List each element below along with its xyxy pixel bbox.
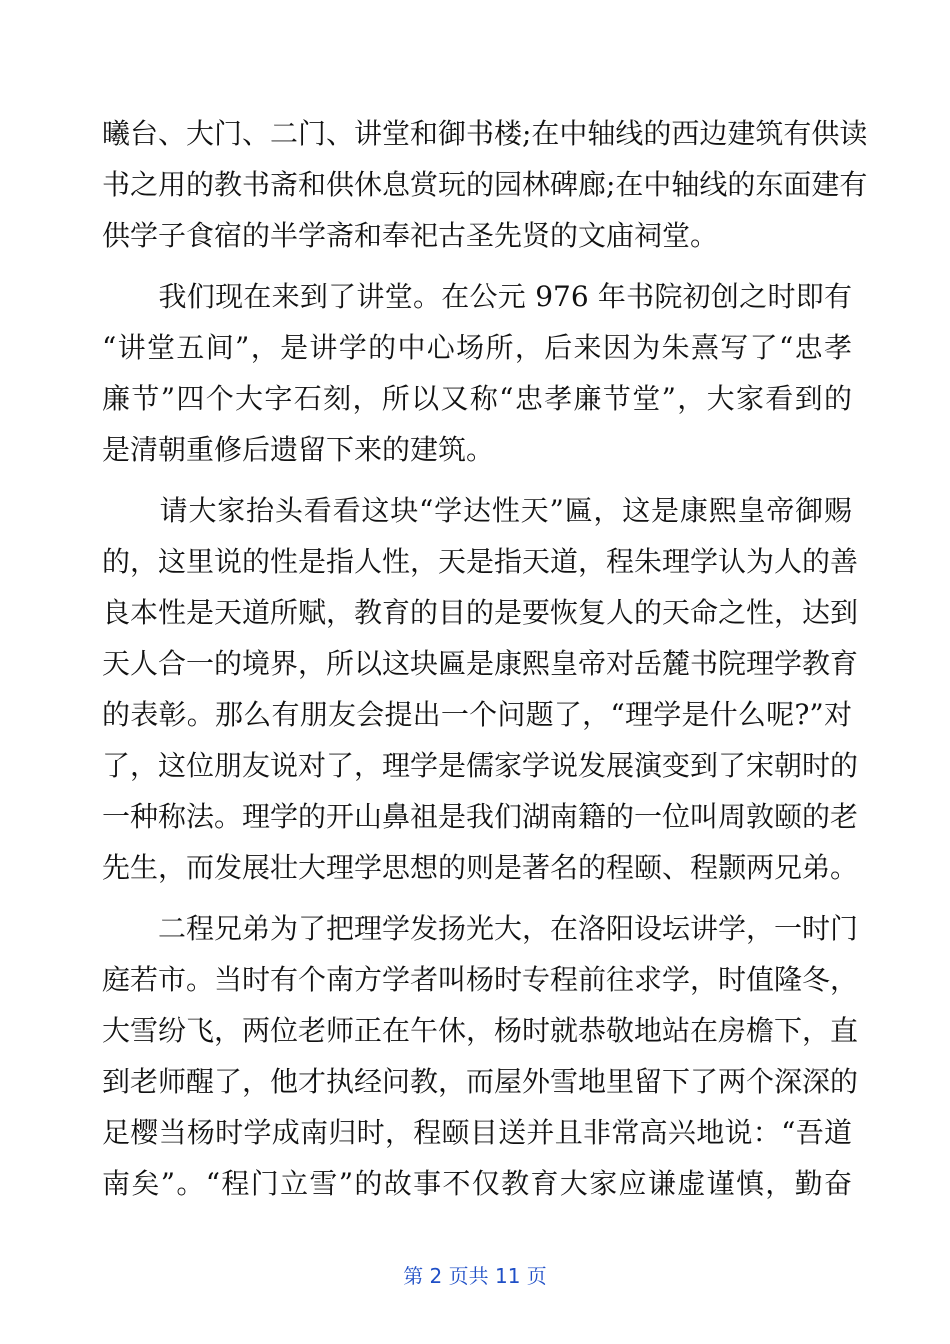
text-line: 我们现在来到了讲堂。在公元 976 年书院初创之时即有 <box>102 280 852 313</box>
text-line: 的，这里说的性是指人性，天是指天道，程朱理学认为人的善 <box>102 545 859 578</box>
text-line: 一种称法。理学的开山鼻祖是我们湖南籍的一位叫周敦颐的老 <box>102 800 859 833</box>
text-line: 了，这位朋友说对了，理学是儒家学说发展演变到了宋朝时的 <box>102 749 859 782</box>
paragraph-3 <box>102 485 859 893</box>
text-line: 庭若市。当时有个南方学者叫杨时专程前往求学，时值隆冬， <box>102 963 859 996</box>
paragraph-1 <box>102 108 868 261</box>
text-line: 足樱当杨时学成南归时，程颐目送并且非常高兴地说：“吾道 <box>102 1116 852 1149</box>
text-line: 南矣”。“程门立雪”的故事不仅教育大家应谦虚谨慎，勤奋 <box>102 1167 852 1200</box>
text-line: 到老师醒了，他才执经问教，而屋外雪地里留下了两个深深的 <box>102 1065 859 1098</box>
page-number-footer: 第 2 页共 11 页 <box>403 1264 547 1288</box>
text-line: “讲堂五间”，是讲学的中心场所，后来因为朱熹写了“忠孝 <box>102 331 852 364</box>
text-line: 曦台、大门、二门、讲堂和御书楼;在中轴线的西边建筑有供读 <box>102 117 868 150</box>
text-line: 请大家抬头看看这块“学达性天”匾，这是康熙皇帝御赐 <box>102 494 852 527</box>
text-line: 书之用的教书斋和供休息赏玩的园林碑廊;在中轴线的东面建有 <box>102 168 868 201</box>
text-line: 大雪纷飞，两位老师正在午休，杨时就恭敬地站在房檐下，直 <box>102 1014 859 1047</box>
text-line: 供学子食宿的半学斋和奉祀古圣先贤的文庙祠堂。 <box>102 219 719 252</box>
text-line: 是清朝重修后遗留下来的建筑。 <box>102 433 495 466</box>
paragraph-4 <box>102 903 859 1209</box>
paragraph-2 <box>102 271 852 475</box>
text-line: 的表彰。那么有朋友会提出一个问题了，“理学是什么呢?”对 <box>102 698 852 731</box>
text-line: 廉节”四个大字石刻，所以又称“忠孝廉节堂”，大家看到的 <box>102 382 852 415</box>
document-body <box>102 108 868 1211</box>
text-line: 良本性是天道所赋，教育的目的是要恢复人的天命之性，达到 <box>102 596 859 629</box>
text-line: 天人合一的境界，所以这块匾是康熙皇帝对岳麓书院理学教育 <box>102 647 859 680</box>
text-line: 先生，而发展壮大理学思想的则是著名的程颐、程颢两兄弟。 <box>102 851 859 884</box>
text-line: 二程兄弟为了把理学发扬光大，在洛阳设坛讲学，一时门 <box>102 912 859 945</box>
